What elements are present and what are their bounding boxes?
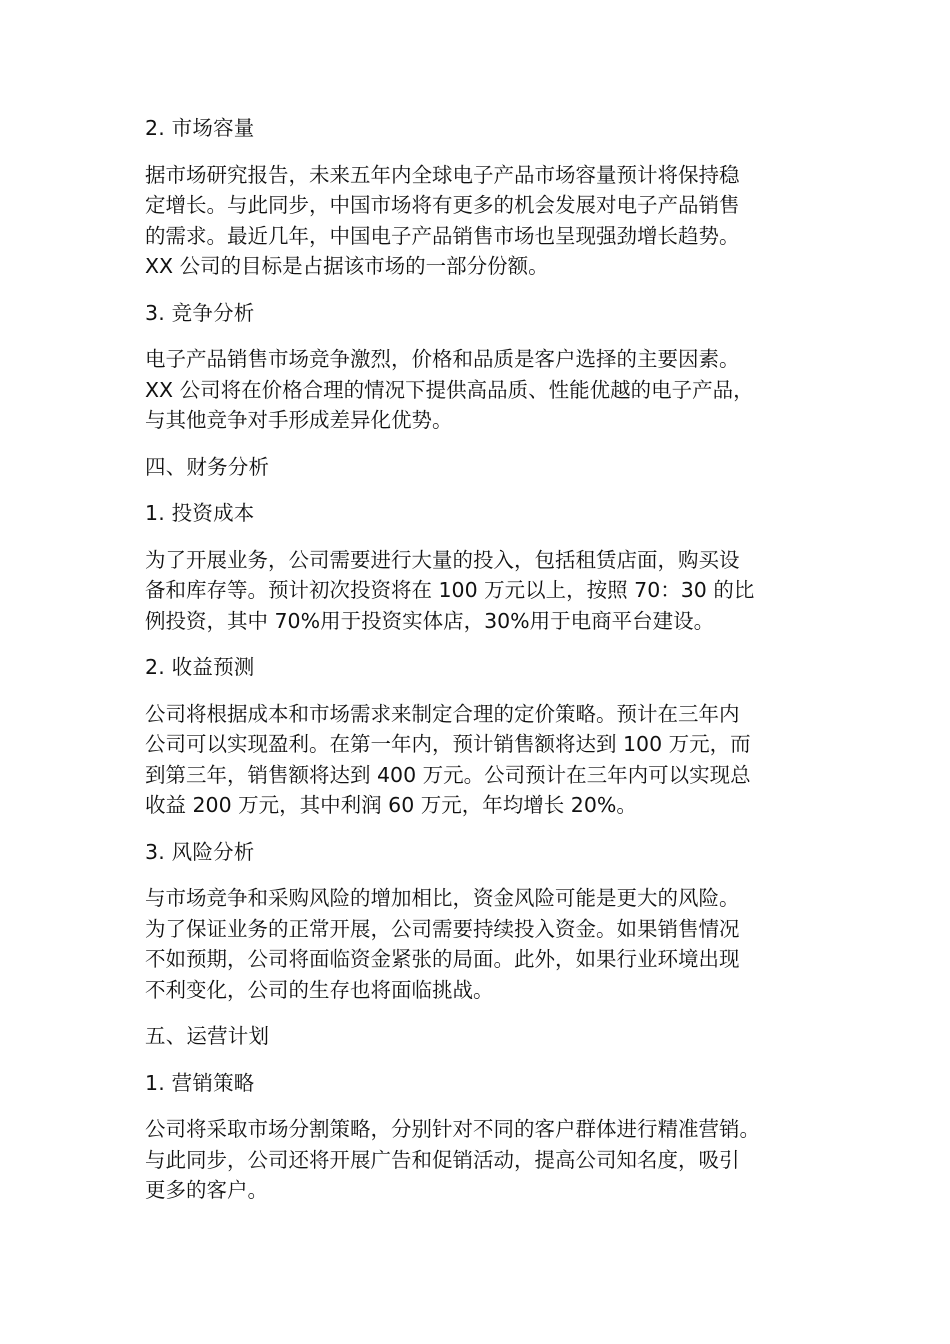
paragraph-line: 不利变化，公司的生存也将面临挑战。: [145, 977, 494, 1002]
paragraph-line: 与其他竞争对手形成差异化优势。: [145, 408, 453, 432]
chapter-heading: 四、财务分析: [145, 454, 270, 479]
section-heading: 3. 竞争分析: [145, 300, 255, 325]
paragraph: [145, 160, 810, 282]
paragraph-line: 与此同步，公司还将开展广告和促销活动，提高公司知名度，吸引: [145, 1147, 740, 1172]
paragraph-line: XX 公司的目标是占据该市场的一部分份额。: [145, 254, 549, 278]
paragraph-line: 电子产品销售市场竞争激烈，价格和品质是客户选择的主要因素。: [145, 347, 740, 371]
section-heading: 3. 风险分析: [145, 839, 255, 864]
paragraph-line: 不如预期，公司将面临资金紧张的局面。此外，如果行业环境出现: [145, 947, 740, 971]
chapter-heading: 五、运营计划: [145, 1024, 270, 1048]
paragraph-line: 的需求。最近几年，中国电子产品销售市场也呈现强劲增长趋势。: [145, 223, 740, 248]
paragraph-line: 公司将根据成本和市场需求来制定合理的定价策略。预计在三年内: [145, 701, 740, 726]
paragraph: [145, 1114, 810, 1206]
section-heading: 2. 收益预测: [145, 655, 255, 679]
paragraph-line: 例投资，其中 70%用于投资实体店，30%用于电商平台建设。: [145, 608, 715, 633]
paragraph: [145, 545, 810, 637]
paragraph: [145, 699, 810, 821]
paragraph-line: 公司将采取市场分割策略，分别针对不同的客户群体进行精准营销。: [145, 1117, 760, 1141]
section-heading: 1. 营销策略: [145, 1070, 255, 1095]
paragraph-line: 据市场研究报告，未来五年内全球电子产品市场容量预计将保持稳: [145, 162, 740, 187]
paragraph-line: XX 公司将在价格合理的情况下提供高品质、性能优越的电子产品，: [145, 377, 754, 402]
paragraph-line: 为了开展业务，公司需要进行大量的投入，包括租赁店面，购买设: [145, 547, 740, 572]
paragraph-line: 公司可以实现盈利。在第一年内，预计销售额将达到 100 万元，而: [145, 732, 751, 756]
paragraph-line: 备和库存等。预计初次投资将在 100 万元以上，按照 70：30 的比: [145, 578, 755, 602]
section-heading: 1. 投资成本: [145, 501, 255, 525]
section-heading: 2. 市场容量: [145, 116, 255, 140]
paragraph-line: 收益 200 万元，其中利润 60 万元，年均增长 20%。: [145, 793, 637, 817]
paragraph: [145, 883, 810, 1005]
paragraph: [145, 344, 810, 436]
paragraph-line: 为了保证业务的正常开展，公司需要持续投入资金。如果销售情况: [145, 916, 740, 941]
paragraph-line: 更多的客户。: [145, 1178, 268, 1202]
paragraph-line: 到第三年，销售额将达到 400 万元。公司预计在三年内可以实现总: [145, 762, 751, 787]
paragraph-line: 定增长。与此同步，中国市场将有更多的机会发展对电子产品销售: [145, 193, 740, 217]
paragraph-line: 与市场竞争和采购风险的增加相比，资金风险可能是更大的风险。: [145, 886, 740, 910]
document-page: [145, 113, 810, 1222]
